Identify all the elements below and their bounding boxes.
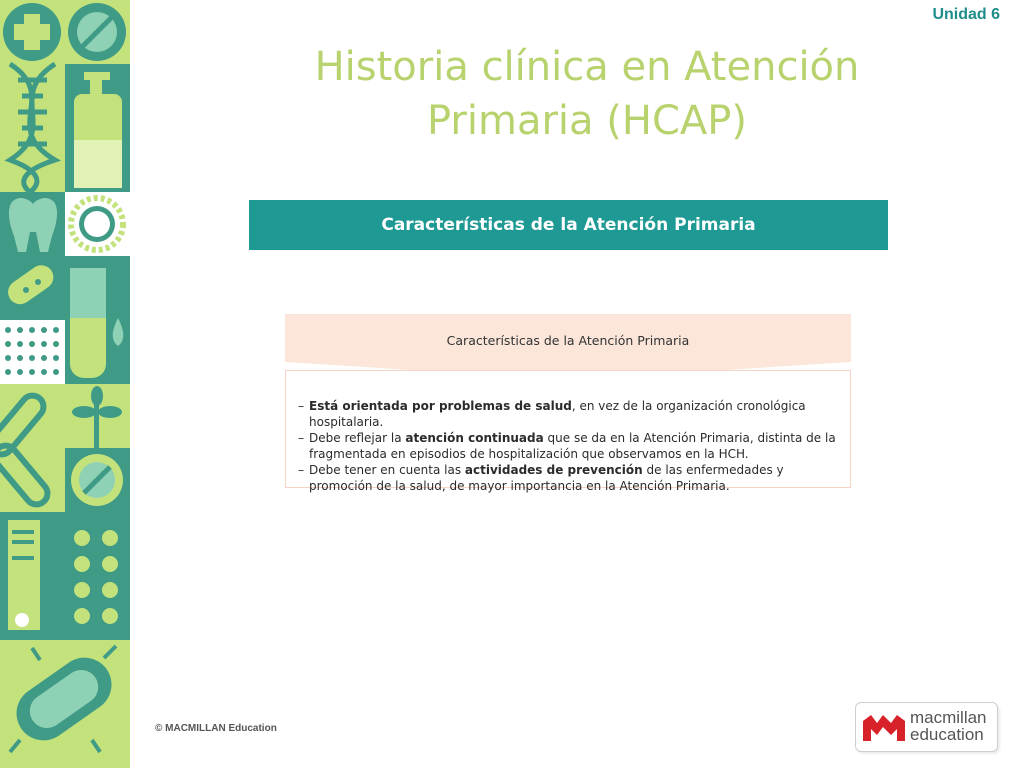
capsule-circle-icon	[71, 454, 123, 506]
slide-title-line2: Primaria (HCAP)	[427, 98, 747, 144]
logo-line1: macmillan	[910, 708, 987, 727]
medical-cross-icon	[3, 3, 61, 61]
macmillan-m-icon	[863, 713, 905, 743]
section-banner	[249, 200, 888, 250]
decorative-sidebar	[0, 0, 130, 768]
list-item: – Debe tener en cuenta las actividades de prevención de las enfermedades y promoción de la salud, de mayor importancia en la Atención Primaria.	[298, 463, 784, 493]
figure-body	[285, 370, 851, 493]
characteristics-list	[298, 398, 843, 494]
file-binder-icon	[8, 520, 40, 630]
slide-title-line1: Historia clínica en Atención	[314, 44, 860, 90]
characteristics-figure	[285, 314, 851, 493]
section-banner-label: Características de la Atención Primaria	[381, 215, 756, 235]
pill-circle-icon	[68, 3, 126, 61]
list-item: – Debe reflejar la atención continuada que se da en la Atención Primaria, distinta de la fragmentada en episodios de hospitalización que observamos en la HCH.	[298, 431, 836, 461]
copyright-notice: © MACMILLAN Education	[155, 723, 277, 734]
unit-label: Unidad 6	[932, 6, 1000, 23]
macmillan-logo	[855, 702, 998, 752]
slide-title	[280, 40, 894, 148]
figure-header: Características de la Atención Primaria	[446, 333, 690, 348]
logo-line2: education	[910, 725, 984, 744]
list-item: – Está orientada por problemas de salud, en vez de la organización cronológica hospitalaria.	[298, 399, 806, 429]
